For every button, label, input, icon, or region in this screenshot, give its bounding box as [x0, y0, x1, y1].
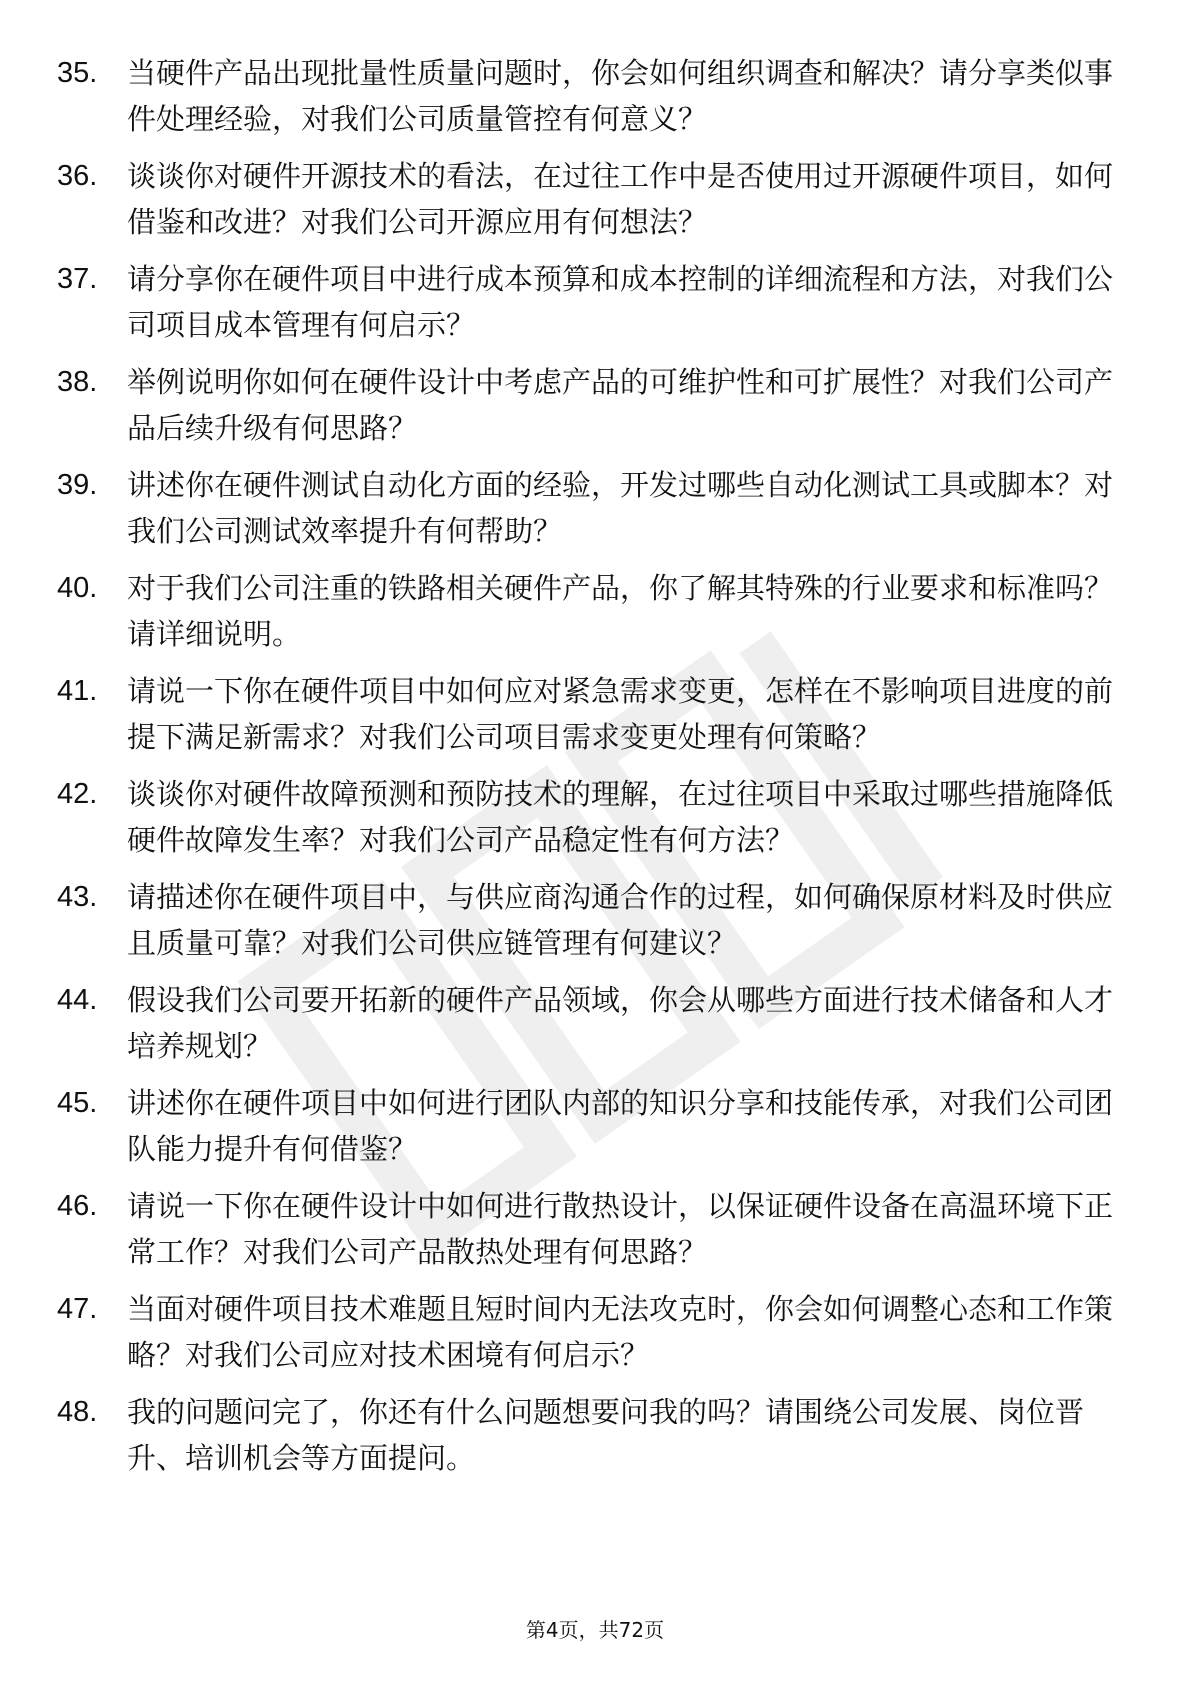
list-item [57, 771, 1137, 863]
question-text: 我的问题问完了，你还有什么问题想要问我的吗？请围绕公司发展、岗位晋升、培训机会等方面提问。 [127, 1395, 1085, 1475]
list-item [57, 1080, 1137, 1172]
list-item [57, 1183, 1137, 1275]
list-item [57, 1389, 1137, 1481]
question-text: 讲述你在硬件项目中如何进行团队内部的知识分享和技能传承，对我们公司团队能力提升有何借鉴？ [127, 1086, 1114, 1166]
question-text: 当硬件产品出现批量性质量问题时，你会如何组织调查和解决？请分享类似事件处理经验，对我们公司质量管控有何意义？ [127, 56, 1114, 136]
question-number: 48. [57, 1396, 98, 1428]
question-number: 40. [57, 572, 98, 604]
question-text: 假设我们公司要开拓新的硬件产品领域，你会从哪些方面进行技术储备和人才培养规划？ [127, 983, 1114, 1063]
question-number: 47. [57, 1293, 98, 1325]
question-text: 请描述你在硬件项目中，与供应商沟通合作的过程，如何确保原材料及时供应且质量可靠？对我们公司供应链管理有何建议？ [127, 880, 1114, 960]
question-number: 39. [57, 469, 98, 501]
list-item [57, 462, 1137, 554]
list-item [57, 977, 1137, 1069]
question-number: 38. [57, 366, 98, 398]
question-number: 37. [57, 263, 98, 295]
list-item [57, 50, 1137, 142]
list-item [57, 256, 1137, 348]
question-text: 讲述你在硬件测试自动化方面的经验，开发过哪些自动化测试工具或脚本？对我们公司测试效率提升有何帮助？ [127, 468, 1114, 548]
question-number: 35. [57, 57, 98, 89]
question-text: 请说一下你在硬件项目中如何应对紧急需求变更，怎样在不影响项目进度的前提下满足新需求？对我们公司项目需求变更处理有何策略？ [127, 674, 1114, 754]
question-text: 谈谈你对硬件开源技术的看法，在过往工作中是否使用过开源硬件项目，如何借鉴和改进？对我们公司开源应用有何想法？ [127, 159, 1114, 239]
question-text: 请分享你在硬件项目中进行成本预算和成本控制的详细流程和方法，对我们公司项目成本管理有何启示？ [127, 262, 1114, 342]
question-list [57, 50, 1137, 1492]
question-number: 43. [57, 881, 98, 913]
question-text: 对于我们公司注重的铁路相关硬件产品，你了解其特殊的行业要求和标准吗？请详细说明。 [127, 571, 1114, 651]
question-number: 46. [57, 1190, 98, 1222]
list-item [57, 153, 1137, 245]
question-text: 谈谈你对硬件故障预测和预防技术的理解，在过往项目中采取过哪些措施降低硬件故障发生率？对我们公司产品稳定性有何方法？ [127, 777, 1114, 857]
question-text: 请说一下你在硬件设计中如何进行散热设计，以保证硬件设备在高温环境下正常工作？对我们公司产品散热处理有何思路？ [127, 1189, 1114, 1269]
question-number: 41. [57, 675, 98, 707]
question-number: 36. [57, 160, 98, 192]
question-number: 42. [57, 778, 98, 810]
list-item [57, 668, 1137, 760]
question-text: 举例说明你如何在硬件设计中考虑产品的可维护性和可扩展性？对我们公司产品后续升级有何思路？ [127, 365, 1114, 445]
list-item [57, 1286, 1137, 1378]
page-footer: 第4页，共72页 [525, 1618, 665, 1642]
list-item [57, 874, 1137, 966]
question-number: 45. [57, 1087, 98, 1119]
list-item [57, 359, 1137, 451]
question-number: 44. [57, 984, 98, 1016]
question-text: 当面对硬件项目技术难题且短时间内无法攻克时，你会如何调整心态和工作策略？对我们公司应对技术困境有何启示？ [127, 1292, 1114, 1372]
list-item [57, 565, 1137, 657]
